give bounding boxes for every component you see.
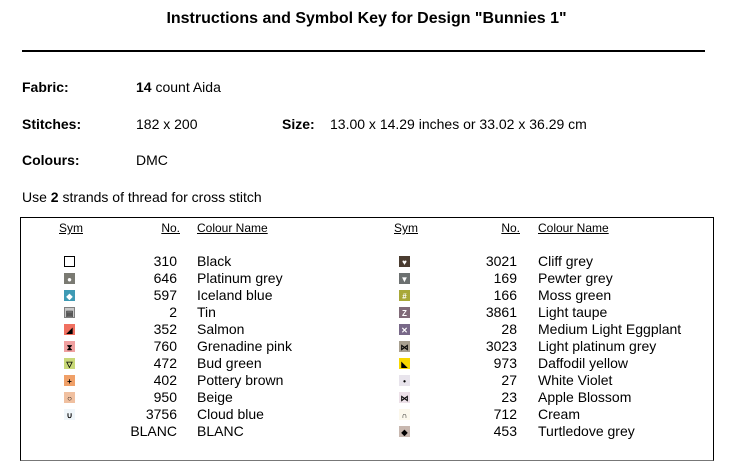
symbol-swatch-icon: ⋈ bbox=[400, 343, 409, 352]
symbol-swatch-icon: ◆ bbox=[399, 426, 410, 437]
fabric-count: 14 bbox=[136, 79, 152, 95]
right-colour-name: Cream bbox=[538, 406, 581, 422]
left-thread-number: 760 bbox=[153, 338, 177, 354]
left-thread-number: 597 bbox=[153, 287, 177, 303]
right-colour-name: Cliff grey bbox=[538, 253, 593, 269]
right-colour-name: Light taupe bbox=[538, 304, 608, 320]
left-thread-number: 402 bbox=[153, 372, 177, 388]
fabric-type: count Aida bbox=[151, 79, 221, 95]
right-thread-number: 28 bbox=[501, 321, 517, 337]
right-thread-number: 27 bbox=[501, 372, 517, 388]
right-colour-name: Daffodil yellow bbox=[538, 355, 629, 371]
symbol-swatch-icon: ○ bbox=[64, 392, 75, 403]
symbol-swatch-icon: ▤ bbox=[65, 309, 74, 318]
size-label: Size: bbox=[282, 116, 315, 132]
left-thread-number: 950 bbox=[153, 389, 177, 405]
symbol-swatch-icon: ∪ bbox=[64, 409, 75, 420]
left-thread-number: BLANC bbox=[130, 423, 177, 439]
symbol-swatch-icon bbox=[64, 256, 75, 267]
right-colour-name: Medium Light Eggplant bbox=[538, 321, 682, 337]
symbol-swatch-icon: ◆ bbox=[64, 290, 75, 301]
symbol-swatch-icon: ● bbox=[64, 273, 75, 284]
right-colour-name: Apple Blossom bbox=[538, 389, 632, 405]
right-thread-number: 3021 bbox=[485, 253, 517, 269]
right-colour-name: White Violet bbox=[538, 372, 613, 388]
right-thread-number: 23 bbox=[501, 389, 517, 405]
left-colour-name: Bud green bbox=[197, 355, 262, 371]
symbol-swatch-icon: # bbox=[399, 290, 410, 301]
symbol-swatch-icon: ◢ bbox=[64, 324, 75, 335]
right-colour-name: Moss green bbox=[538, 287, 612, 303]
right-colour-name: Turtledove grey bbox=[538, 423, 635, 439]
left-name-header: Colour Name bbox=[197, 221, 268, 235]
left-colour-name: Salmon bbox=[197, 321, 245, 337]
right-thread-number: 712 bbox=[493, 406, 517, 422]
symbol-swatch-icon: ▼ bbox=[400, 275, 409, 284]
left-colour-name: BLANC bbox=[197, 423, 244, 439]
right-name-header: Colour Name bbox=[538, 221, 609, 235]
right-thread-number: 166 bbox=[493, 287, 517, 303]
colours-value: DMC bbox=[136, 152, 168, 168]
symbol-swatch-icon: + bbox=[64, 375, 75, 386]
right-colour-name: Pewter grey bbox=[538, 270, 613, 286]
left-colour-name: Iceland blue bbox=[197, 287, 273, 303]
symbol-swatch-icon: ◣ bbox=[399, 358, 410, 369]
left-colour-name: Tin bbox=[197, 304, 216, 320]
colours-label: Colours: bbox=[22, 152, 80, 168]
fabric-value bbox=[136, 79, 221, 95]
symbol-swatch-icon: ▽ bbox=[64, 358, 75, 369]
left-thread-number: 472 bbox=[153, 355, 177, 371]
symbol-swatch-icon: ✕ bbox=[399, 324, 410, 335]
right-sym-header: Sym bbox=[394, 221, 418, 235]
symbol-swatch-icon: • bbox=[399, 375, 410, 386]
left-colour-name: Beige bbox=[197, 389, 233, 405]
left-colour-name: Grenadine pink bbox=[197, 338, 292, 354]
left-thread-number: 310 bbox=[153, 253, 177, 269]
symbol-swatch-icon: Z bbox=[399, 307, 410, 318]
strands-count: 2 bbox=[50, 189, 59, 205]
right-thread-number: 169 bbox=[493, 270, 517, 286]
strands-post: strands of thread for cross stitch bbox=[58, 189, 262, 205]
page-title: Instructions and Symbol Key for Design "Bunnies 1" bbox=[166, 10, 567, 27]
left-colour-name: Platinum grey bbox=[197, 270, 283, 286]
symbol-swatch-icon: ♥ bbox=[399, 256, 410, 267]
fabric-label: Fabric: bbox=[22, 79, 69, 95]
stitches-label: Stitches: bbox=[22, 116, 82, 132]
left-thread-number: 2 bbox=[169, 304, 177, 320]
right-thread-number: 973 bbox=[493, 355, 517, 371]
right-thread-number: 3023 bbox=[485, 338, 517, 354]
left-sym-header: Sym bbox=[59, 221, 83, 235]
strands-pre: Use bbox=[22, 189, 51, 205]
size-value: 13.00 x 14.29 inches or 33.02 x 36.29 cm bbox=[330, 116, 587, 132]
left-thread-number: 646 bbox=[153, 270, 177, 286]
left-colour-name: Pottery brown bbox=[197, 372, 284, 388]
symbol-swatch-icon: ∩ bbox=[399, 409, 410, 420]
strands-instruction bbox=[22, 189, 262, 205]
symbol-swatch-icon: ⋈ bbox=[400, 394, 409, 403]
stitches-value: 182 x 200 bbox=[136, 116, 198, 132]
right-colour-name: Light platinum grey bbox=[538, 338, 657, 354]
right-no-header: No. bbox=[501, 221, 520, 235]
left-no-header: No. bbox=[161, 221, 180, 235]
symbol-swatch-icon: ⧗ bbox=[64, 341, 75, 352]
left-colour-name: Cloud blue bbox=[197, 406, 264, 422]
left-thread-number: 352 bbox=[153, 321, 177, 337]
symbol-swatch-icon bbox=[64, 426, 75, 437]
left-thread-number: 3756 bbox=[145, 406, 177, 422]
right-thread-number: 3861 bbox=[485, 304, 517, 320]
right-thread-number: 453 bbox=[493, 423, 517, 439]
title-divider bbox=[22, 50, 705, 52]
left-colour-name: Black bbox=[197, 253, 232, 269]
